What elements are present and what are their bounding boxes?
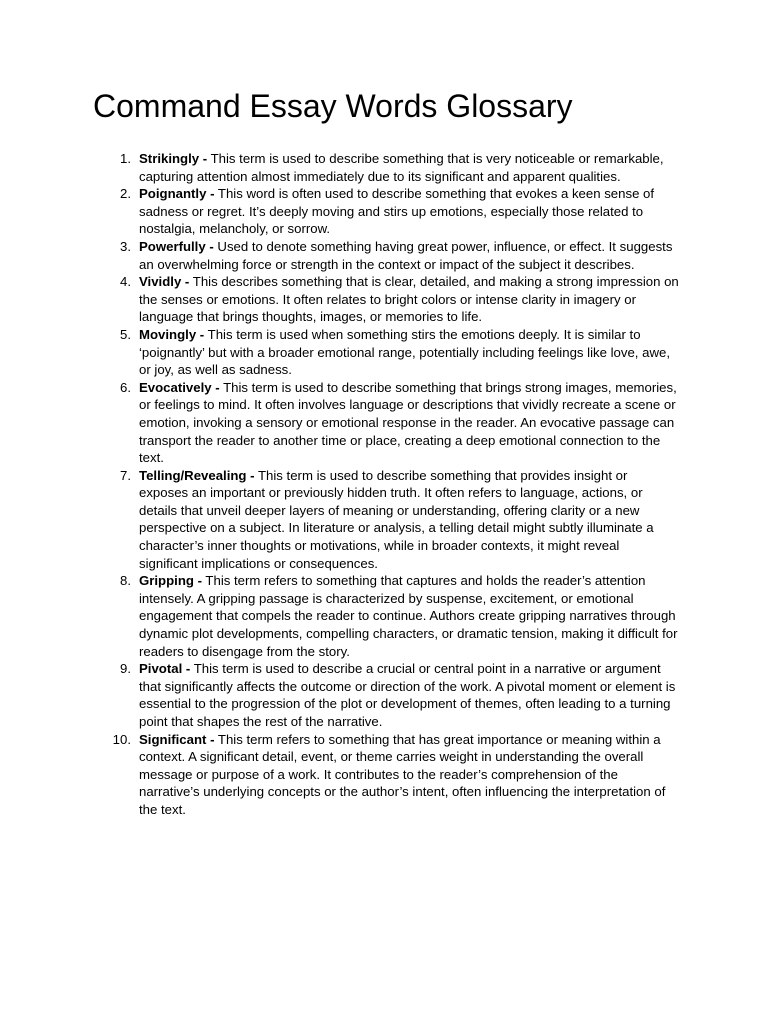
item-number: 10.	[112, 731, 131, 747]
item-definition: This term is used to describe something that provides insight or exposes an important or previously hidden truth. It often refers to language, actions, or details that unveil deeper layers of meaning or understanding, offering clarity or a new perspective on a subject. In literature or analysis, a telling detail might subtly illuminate a character’s inner thoughts or motivations, while in broader contexts, it might reveal significant implications or consequences.	[139, 467, 654, 571]
glossary-item-significant	[112, 731, 679, 819]
glossary-item-gripping	[120, 572, 679, 660]
glossary-item-powerfully	[120, 238, 679, 273]
glossary-item-pivotal	[120, 660, 679, 730]
item-term: Telling/Revealing -	[139, 467, 255, 483]
item-term: Movingly -	[139, 326, 205, 342]
glossary-item-strikingly	[120, 150, 679, 185]
item-term: Poignantly -	[139, 186, 215, 202]
page-title: Command Essay Words Glossary	[93, 88, 573, 124]
item-number: 9.	[120, 661, 131, 677]
item-number: 5.	[120, 326, 131, 342]
glossary-item-vividly	[120, 273, 679, 326]
glossary-item-telling-revealing	[120, 467, 679, 573]
item-term: Pivotal -	[139, 661, 191, 677]
item-term: Gripping -	[139, 573, 202, 589]
item-term: Evocatively -	[139, 379, 220, 395]
item-number: 6.	[120, 379, 131, 395]
item-number: 3.	[120, 238, 131, 254]
item-term: Vividly -	[139, 274, 190, 290]
item-definition: This term refers to something that captures and holds the reader’s attention intensely. A gripping passage is characterized by suspense, excitement, or emotional engagement that compels the reader to continue. Authors create gripping narratives through dynamic plot developments, compelling characters, or dramatic tension, making it difficult for readers to disengage from the story.	[139, 573, 678, 659]
item-term: Strikingly -	[139, 151, 208, 166]
item-number: 7.	[120, 467, 131, 483]
item-number: 4.	[120, 274, 131, 290]
item-term: Significant -	[139, 731, 215, 747]
item-definition: This word is often used to describe something that evokes a keen sense of sadness or regret. It’s deeply moving and stirs up emotions, especially those related to nostalgia, melancholy, or sorrow.	[139, 186, 655, 237]
item-term: Powerfully -	[139, 238, 214, 254]
item-number: 8.	[120, 573, 131, 589]
glossary-item-poignantly	[120, 185, 679, 238]
item-definition: This term is used to describe something that brings strong images, memories, or feelings to mind. It often involves language or descriptions that vividly recreate a scene or emotion, invoking a sensory or emotional response in the reader. An evocative passage can transport the reader to another time or place, creating a deep emotional connection to the text.	[139, 379, 677, 466]
glossary-item-evocatively	[120, 379, 679, 467]
item-definition: This describes something that is clear, detailed, and making a strong impression on the senses or emotions. It often relates to bright colors or intense clarity in imagery or language that brings thoughts, images, or memories to life.	[139, 274, 679, 325]
glossary-list	[112, 150, 679, 819]
item-number: 1.	[120, 151, 131, 166]
item-definition: This term refers to something that has great importance or meaning within a context. A significant detail, event, or theme carries weight in understanding the overall message or purpose of a work. It contributes to the reader’s comprehension of the narrative’s underlying concepts or the author’s intent, often influencing the interpretation of the text.	[139, 731, 666, 817]
item-definition: Used to denote something having great power, influence, or effect. It suggests an overwhelming force or strength in the context or impact of the subject it describes.	[139, 238, 673, 272]
item-definition: This term is used to describe something that is very noticeable or remarkable, capturing attention almost immediately due to its significant and apparent qualities.	[139, 151, 664, 184]
item-number: 2.	[120, 186, 131, 202]
glossary-item-movingly	[120, 326, 679, 379]
item-definition: This term is used when something stirs the emotions deeply. It is similar to ‘poignantly’ but with a broader emotional range, potentially including feelings like love, awe, or joy, as well as sadness.	[139, 326, 670, 378]
item-definition: This term is used to describe a crucial or central point in a narrative or argument that significantly affects the outcome or direction of the work. A pivotal moment or element is essential to the progression of the plot or development of themes, often leading to a turning point that shapes the rest of the narrative.	[139, 661, 676, 729]
